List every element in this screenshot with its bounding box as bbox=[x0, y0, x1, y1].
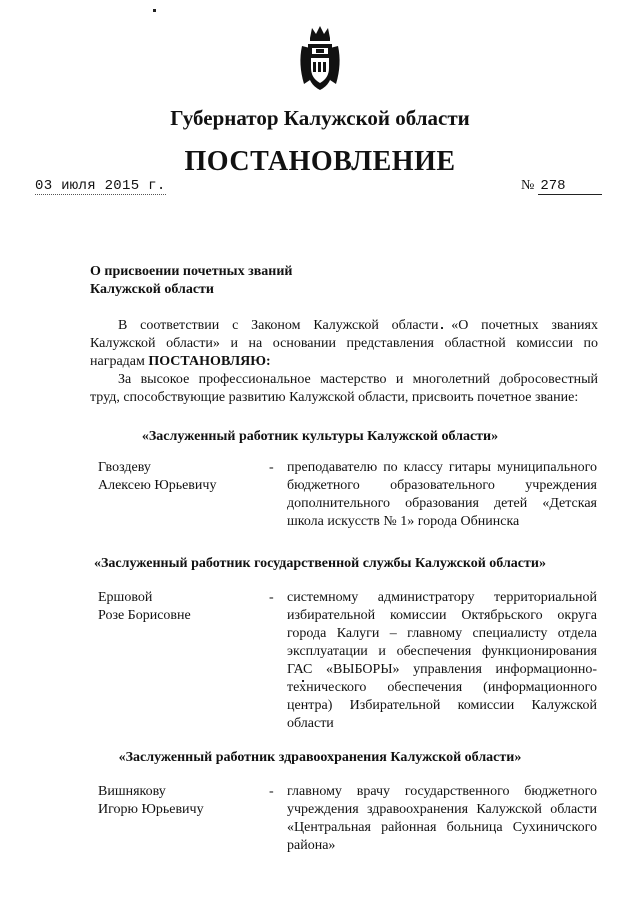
coat-of-arms-icon bbox=[296, 24, 344, 94]
position-line: бюджетного образовательного учреждения bbox=[287, 478, 597, 493]
position-line: области bbox=[287, 716, 334, 731]
document-type: ПОСТАНОВЛЕНИЕ bbox=[184, 146, 456, 177]
position-line: школа искусств № 1» города Обнинска bbox=[287, 514, 520, 529]
preamble-line: труд, способствующие развитию Калужской области, присвоить почетное звание: bbox=[90, 390, 579, 405]
award-title: «Заслуженный работник государственной службы Калужской области» bbox=[94, 556, 546, 571]
dash: - bbox=[269, 784, 274, 799]
subject-line: Калужской области bbox=[90, 282, 214, 297]
position-line: системному администратору территориальной bbox=[287, 590, 597, 605]
awardee-given-name: Игорю Юрьевичу bbox=[98, 802, 204, 817]
position-line: эксплуатации и обеспечения функционирования bbox=[287, 644, 597, 659]
position-line: учреждения здравоохранения Калужской области bbox=[287, 802, 597, 817]
position-line: преподавателю по классу гитары муниципального bbox=[287, 460, 597, 475]
number-value: 278 bbox=[538, 178, 602, 195]
scan-speck bbox=[153, 9, 156, 12]
decree-word: ПОСТАНОВЛЯЮ: bbox=[148, 354, 271, 369]
number-label: № bbox=[521, 178, 535, 193]
preamble-line: За высокое профессиональное мастерство и многолетний добросовестный bbox=[118, 372, 598, 387]
awardee-position bbox=[287, 783, 597, 855]
preamble-line: В соответствии с Законом Калужской области «О почетных званиях bbox=[118, 318, 598, 333]
awardee-name bbox=[98, 589, 191, 625]
awardee-given-name: Алексею Юрьевичу bbox=[98, 478, 217, 493]
award-title: «Заслуженный работник здравоохранения Калужской области» bbox=[118, 750, 522, 765]
awardee-surname: Гвоздеву bbox=[98, 460, 151, 475]
document-date: 03 июля 2015 г. bbox=[35, 178, 166, 194]
award-title: «Заслуженный работник культуры Калужской области» bbox=[141, 429, 499, 444]
position-line: избирательной комиссии Октябрьского округа bbox=[287, 608, 597, 623]
dash: - bbox=[269, 590, 274, 605]
issuer-title: Губернатор Калужской области bbox=[170, 106, 470, 130]
preamble-line: Калужской области» и на основании представления областной комиссии по bbox=[90, 336, 598, 351]
preamble-paragraph bbox=[90, 317, 598, 407]
awardee-given-name: Розе Борисовне bbox=[98, 608, 191, 623]
position-line: главному врачу государственного бюджетного bbox=[287, 784, 597, 799]
awardee-name bbox=[98, 459, 216, 495]
document-number bbox=[521, 178, 602, 195]
subject-line: О присвоении почетных званий bbox=[90, 264, 293, 279]
position-line: ГАС «ВЫБОРЫ» управления информационно- bbox=[287, 662, 597, 677]
awardee-name bbox=[98, 783, 204, 819]
awardee-position bbox=[287, 589, 597, 733]
position-line: города Калуги – главному специалисту отдела bbox=[287, 626, 597, 641]
position-line: «Центральная районная больница Сухиничского bbox=[287, 820, 597, 835]
position-line: района» bbox=[287, 838, 336, 853]
preamble-line: наградам bbox=[90, 354, 149, 369]
position-line: технического обеспечения (информационного bbox=[287, 680, 597, 695]
dash: - bbox=[269, 460, 274, 475]
awardee-surname: Ершовой bbox=[98, 590, 153, 605]
awardee-surname: Вишнякову bbox=[98, 784, 166, 799]
awardee-position bbox=[287, 459, 597, 531]
document-subject bbox=[90, 263, 292, 299]
position-line: центра) Избирательной комиссии Калужской bbox=[287, 698, 597, 713]
position-line: дополнительного образования детей «Детская bbox=[287, 496, 597, 511]
